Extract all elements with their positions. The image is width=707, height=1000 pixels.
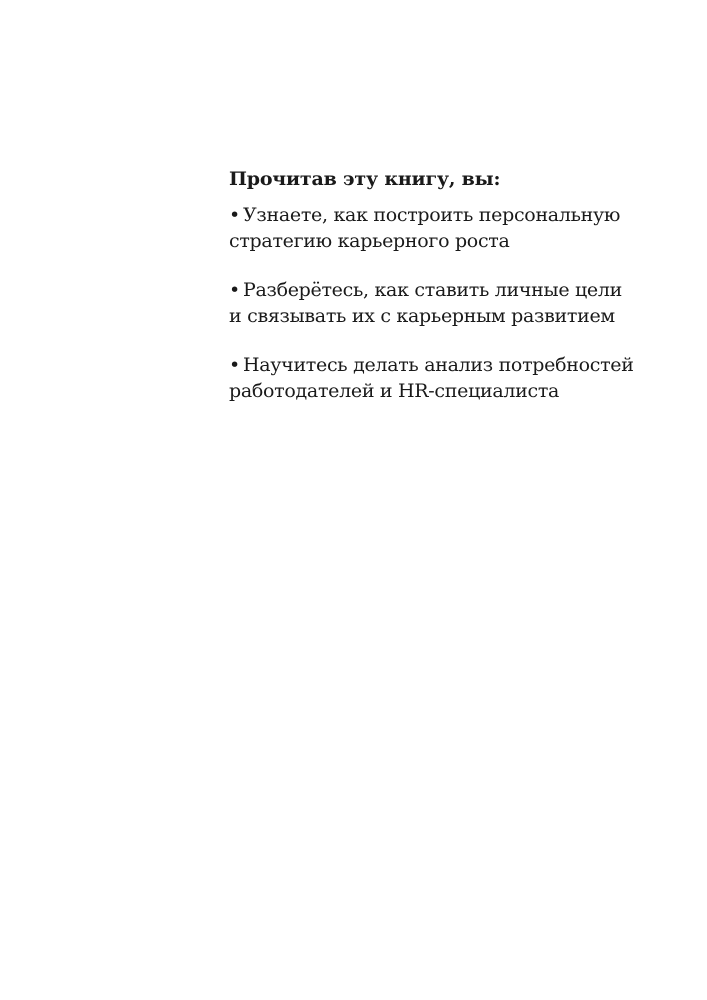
list-item-text: Научитесь делать анализ потребностей: [243, 354, 634, 376]
list-item-line: [229, 277, 629, 303]
list-item-text: Узнаете, как построить персональную: [243, 204, 621, 226]
list-item: [229, 202, 629, 254]
list-item-line: [229, 352, 634, 378]
benefits-section: [229, 166, 634, 427]
benefits-heading: Прочитав эту книгу, вы:: [229, 168, 501, 190]
list-item: [229, 352, 634, 404]
list-item-line: [229, 202, 629, 228]
list-item: [229, 277, 629, 329]
list-item-text: Разберётесь, как ставить личные цели: [243, 279, 622, 301]
list-item-line: стратегию карьерного роста: [229, 230, 510, 252]
list-item-line: работодателей и HR-специалиста: [229, 380, 560, 402]
bullet-icon: •: [229, 354, 240, 376]
bullet-icon: •: [229, 204, 240, 226]
list-item-line: и связывать их с карьерным развитием: [229, 305, 615, 327]
bullet-icon: •: [229, 279, 240, 301]
benefits-list: [229, 202, 634, 404]
